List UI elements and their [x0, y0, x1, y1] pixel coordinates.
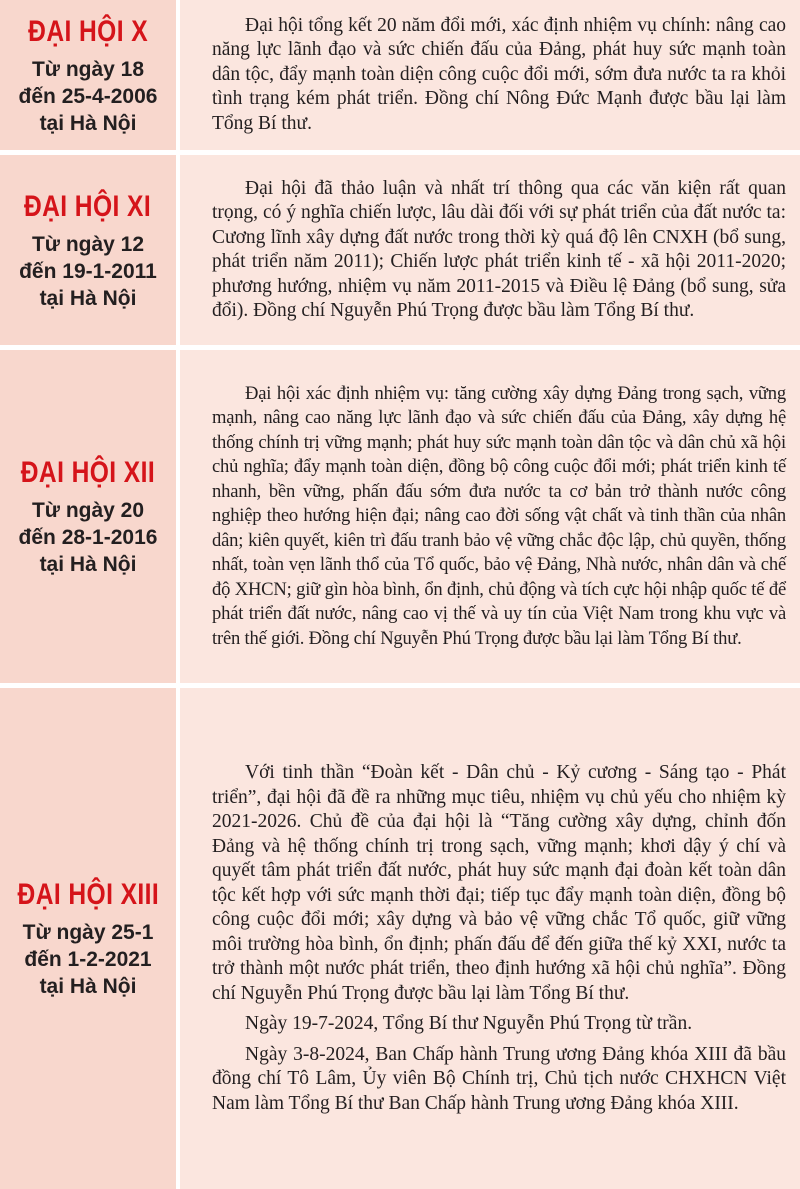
congress-location: tại Hà Nội — [39, 975, 137, 998]
congress-description-x — [212, 0, 786, 150]
congress-paragraph: Ngày 19-7-2024, Tổng Bí thư Nguyễn Phú Trọng từ trần. — [245, 1013, 693, 1034]
congress-description-xi — [212, 155, 786, 345]
congress-date-start: Từ ngày 12 — [31, 232, 145, 256]
congress-label-xiii — [0, 688, 176, 1189]
congress-date-start: Từ ngày 25-1 — [22, 921, 154, 944]
congress-paragraph: Đại hội xác định nhiệm vụ: tăng cường xây dựng Đảng trong sạch, vững mạnh, nâng cao năng lực lãnh đạo và sức chiến đấu của Đảng, xây dựng hệ thống chính trị vững mạnh; phát huy sức mạnh toàn dân tộc và dân chủ xã hội chủ nghĩa; đẩy mạnh toàn diện, đồng bộ công cuộc đổi mới; phát triển kinh tế nhanh, bền vững, phấn đấu sớm đưa nước ta cơ bản trở thành nước công nghiệp theo hướng hiện đại; nâng cao đời sống vật chất và tinh thần của nhân dân; kiên quyết, kiên trì đấu tranh bảo vệ vững chắc độc lập, chủ quyền, thống nhất, toàn vẹn lãnh thổ của Tổ quốc, bảo vệ Đảng, Nhà nước, nhân dân và chế độ XHCN; giữ gìn hòa bình, ổn định, chủ động và tích cực hội nhập quốc tế để phát triển đất nước, nâng cao vị thế và uy tín của Việt Nam trong khu vực và trên thế giới. Đồng chí Nguyễn Phú Trọng được bầu lại làm Tổng Bí thư. — [212, 382, 786, 649]
congress-location: tại Hà Nội — [39, 286, 137, 310]
congress-paragraph: Ngày 3-8-2024, Ban Chấp hành Trung ương Đảng khóa XIII đã bầu đồng chí Tô Lâm, Ủy viên Bộ Chính trị, Chủ tịch nước CHXHCN Việt Nam làm Tổng Bí thư Ban Chấp hành Trung ương Đảng khóa XIII. — [212, 1043, 786, 1114]
congress-label-x — [0, 0, 176, 150]
congress-title: ĐẠI HỘI XII — [20, 456, 156, 489]
congress-date-end: đến 28-1-2016 — [18, 526, 158, 549]
congress-row-xiii — [0, 688, 800, 1189]
congress-row-x — [0, 0, 800, 150]
congress-date-end: đến 1-2-2021 — [24, 948, 152, 971]
congress-label-xii — [0, 350, 176, 683]
congress-location: tại Hà Nội — [39, 553, 137, 576]
congress-date-end: đến 19-1-2011 — [19, 259, 157, 283]
congress-paragraph: Đại hội tổng kết 20 năm đổi mới, xác định nhiệm vụ chính: nâng cao năng lực lãnh đạo và sức chiến đấu của Đảng, phát huy sức mạnh toàn dân tộc, đẩy mạnh toàn diện công cuộc đổi mới, sớm đưa nước ta ra khỏi tình trạng kém phát triển. Đồng chí Nông Đức Mạnh được bầu lại làm Tổng Bí thư. — [212, 14, 786, 134]
congress-paragraph: Đại hội đã thảo luận và nhất trí thông qua các văn kiện rất quan trọng, có ý nghĩa chiến lược, lâu dài đối với sự phát triển của đất nước ta: Cương lĩnh xây dựng đất nước trong thời kỳ quá độ lên CNXH (bổ sung, phát triển năm 2011); Chiến lược phát triển kinh tế - xã hội 2011-2020; phương hướng, nhiệm vụ năm 2011-2015 và Điều lệ Đảng (bổ sung, sửa đổi). Đồng chí Nguyễn Phú Trọng được bầu làm Tổng Bí thư. — [212, 177, 786, 321]
congress-description-xiii — [212, 688, 786, 1189]
congress-date-start: Từ ngày 20 — [31, 499, 145, 522]
column-divider — [176, 0, 180, 1189]
congress-paragraph: Với tinh thần “Đoàn kết - Dân chủ - Kỷ cương - Sáng tạo - Phát triển”, đại hội đã đề ra những mục tiêu, nhiệm vụ chủ yếu cho nhiệm kỳ 2021-2026. Chủ đề của đại hội là “Tăng cường xây dựng, chỉnh đốn Đảng và hệ thống chính trị trong sạch, vững mạnh; khơi dậy ý chí và quyết tâm phát triển đất nước, phát huy sức mạnh đại đoàn kết toàn dân tộc kết hợp với sức mạnh thời đại; tiếp tục đẩy mạnh toàn diện, đồng bộ công cuộc đổi mới; xây dựng và bảo vệ vững chắc Tổ quốc, giữ vững môi trường hòa bình, ổn định; phấn đấu để đến giữa thế kỷ XXI, nước ta trở thành một nước phát triển, theo định hướng xã hội chủ nghĩa”. Đồng chí Nguyễn Phú Trọng được bầu lại làm Tổng Bí thư. — [212, 762, 786, 1004]
congress-date-start: Từ ngày 18 — [31, 57, 145, 81]
congress-title: ĐẠI HỘI X — [28, 14, 148, 48]
congress-label-xi — [0, 155, 176, 345]
congress-row-xii — [0, 350, 800, 683]
congress-description-xii — [212, 350, 786, 683]
congress-row-xi — [0, 155, 800, 345]
congress-date-end: đến 25-4-2006 — [18, 84, 158, 108]
congress-title: ĐẠI HỘI XIII — [17, 878, 159, 911]
congress-location: tại Hà Nội — [39, 111, 137, 135]
congress-title: ĐẠI HỘI XI — [24, 189, 152, 223]
